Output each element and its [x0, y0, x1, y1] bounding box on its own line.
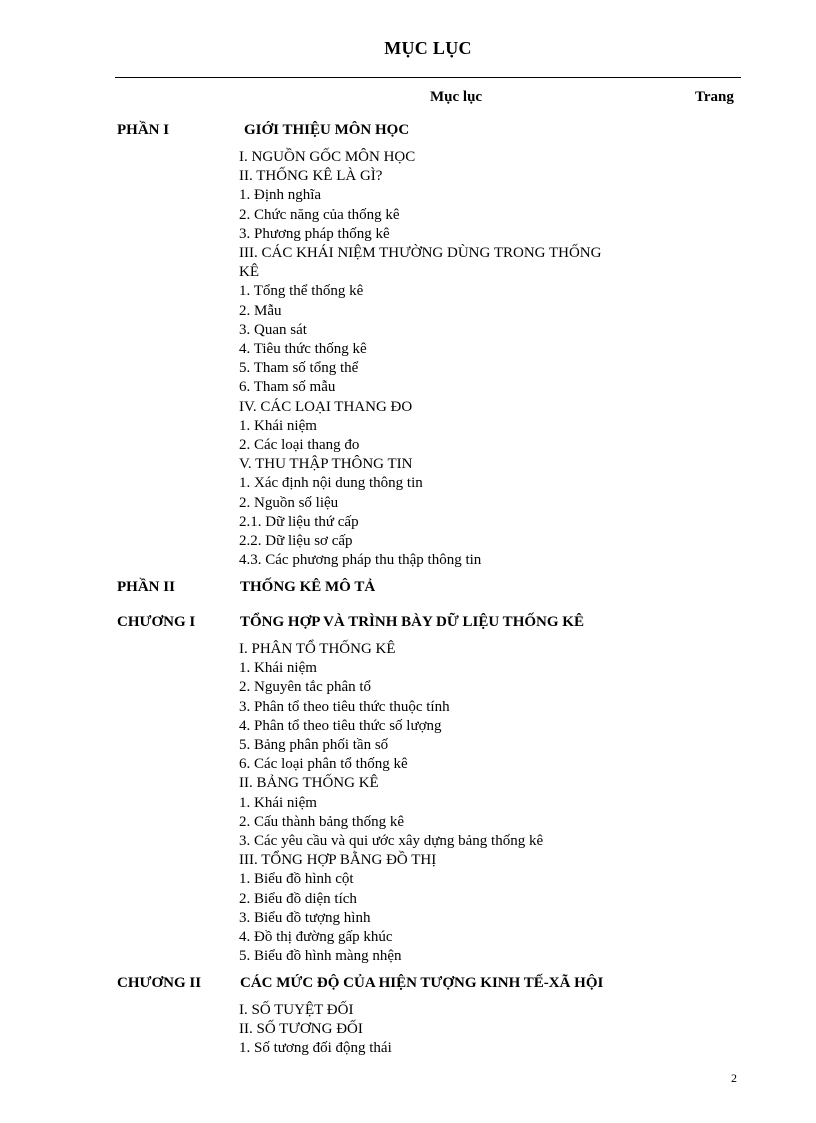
toc-entry: 3. Các yêu cầu và qui ước xây dựng bảng thống kê — [239, 833, 544, 849]
toc-entry: 2. Nguồn số liệu — [239, 494, 339, 511]
toc-entry: 3. Phương pháp thống kê — [239, 225, 390, 242]
toc-entry: 2. Mẫu — [239, 302, 282, 319]
toc-entry: V. THU THẬP THÔNG TIN — [239, 456, 413, 473]
toc-entry: III. TỔNG HỢP BẰNG ĐỒ THỊ — [239, 852, 437, 869]
toc-entry: III. CÁC KHÁI NIỆM THƯỜNG DÙNG TRONG THỐNG — [239, 245, 602, 261]
page-number: 2 — [731, 1071, 737, 1085]
toc-entry: 1. Định nghĩa — [239, 187, 322, 204]
toc-entry: 3. Phân tổ theo tiêu thức thuộc tính — [239, 698, 450, 715]
toc-entry: 1. Tổng thể thống kê — [239, 283, 364, 300]
toc-entry: 1. Biểu đồ hình cột — [239, 871, 354, 888]
toc-entry: 2. Chức năng của thống kê — [239, 206, 400, 223]
toc-entry: 1. Khái niệm — [239, 794, 317, 811]
section-heading: THỐNG KÊ MÔ TẢ — [240, 579, 376, 595]
toc-entry: 1. Khái niệm — [239, 417, 317, 434]
toc-entry: I. SỐ TUYỆT ĐỐI — [239, 1002, 354, 1018]
section-label: PHẦN I — [117, 122, 170, 138]
toc-entry: 2. Nguyên tắc phân tổ — [239, 679, 372, 696]
toc-entry: 4. Phân tổ theo tiêu thức số lượng — [239, 717, 442, 734]
toc-entry: KÊ — [239, 264, 259, 281]
page-column-header: Trang — [695, 89, 734, 105]
toc-entry: I. NGUỒN GỐC MÔN HỌC — [239, 149, 416, 165]
page-title: MỤC LỤC — [384, 38, 472, 58]
toc-entry: II. BẢNG THỐNG KÊ — [239, 775, 379, 792]
toc-entry: 5. Tham số tổng thể — [239, 360, 359, 377]
section-heading: TỔNG HỢP VÀ TRÌNH BÀY DỮ LIỆU THỐNG KÊ — [240, 614, 584, 630]
toc-entry: 2. Các loại thang đo — [239, 437, 360, 453]
toc-entry: 4. Tiêu thức thống kê — [239, 341, 367, 357]
toc-entry: 5. Bảng phân phối tần số — [239, 737, 389, 753]
toc-entry: 4. Đồ thị đường gấp khúc — [239, 929, 393, 945]
toc-entry: 6. Tham số mẫu — [239, 379, 336, 396]
toc-entry: II. SỐ TƯƠNG ĐỐI — [239, 1021, 363, 1038]
toc-entry: 2.1. Dữ liệu thứ cấp — [239, 513, 359, 530]
contents-column-header: Mục lục — [430, 89, 483, 105]
section-label: CHƯƠNG I — [117, 614, 196, 630]
section-label: CHƯƠNG II — [117, 975, 202, 991]
toc-entry: 1. Xác định nội dung thông tin — [239, 475, 423, 492]
toc-entry: 4.3. Các phương pháp thu thập thông tin — [239, 552, 482, 569]
toc-entry: 3. Quan sát — [239, 321, 307, 338]
section-heading: GIỚI THIỆU MÔN HỌC — [244, 122, 410, 138]
toc-entry: 3. Biểu đồ tượng hình — [239, 909, 371, 926]
toc-entry: IV. CÁC LOẠI THANG ĐO — [239, 398, 413, 415]
toc-entry: 1. Khái niệm — [239, 660, 317, 677]
toc-entry: 2. Cấu thành bảng thống kê — [239, 813, 404, 830]
toc-entry: 2. Biểu đồ diện tích — [239, 890, 357, 907]
toc-entry: 6. Các loại phân tổ thống kê — [239, 756, 408, 773]
toc-entry: 5. Biểu đồ hình màng nhện — [239, 948, 402, 965]
title-rule — [115, 77, 741, 78]
toc-entry: 2.2. Dữ liệu sơ cấp — [239, 533, 353, 549]
toc-entry: II. THỐNG KÊ LÀ GÌ? — [239, 168, 383, 185]
section-label: PHẦN II — [117, 579, 175, 595]
section-heading: CÁC MỨC ĐỘ CỦA HIỆN TƯỢNG KINH TẾ-XÃ HỘI — [240, 975, 604, 991]
toc-entry: 1. Số tương đối động thái — [239, 1040, 392, 1057]
toc-entry: I. PHÂN TỔ THỐNG KÊ — [239, 641, 396, 657]
